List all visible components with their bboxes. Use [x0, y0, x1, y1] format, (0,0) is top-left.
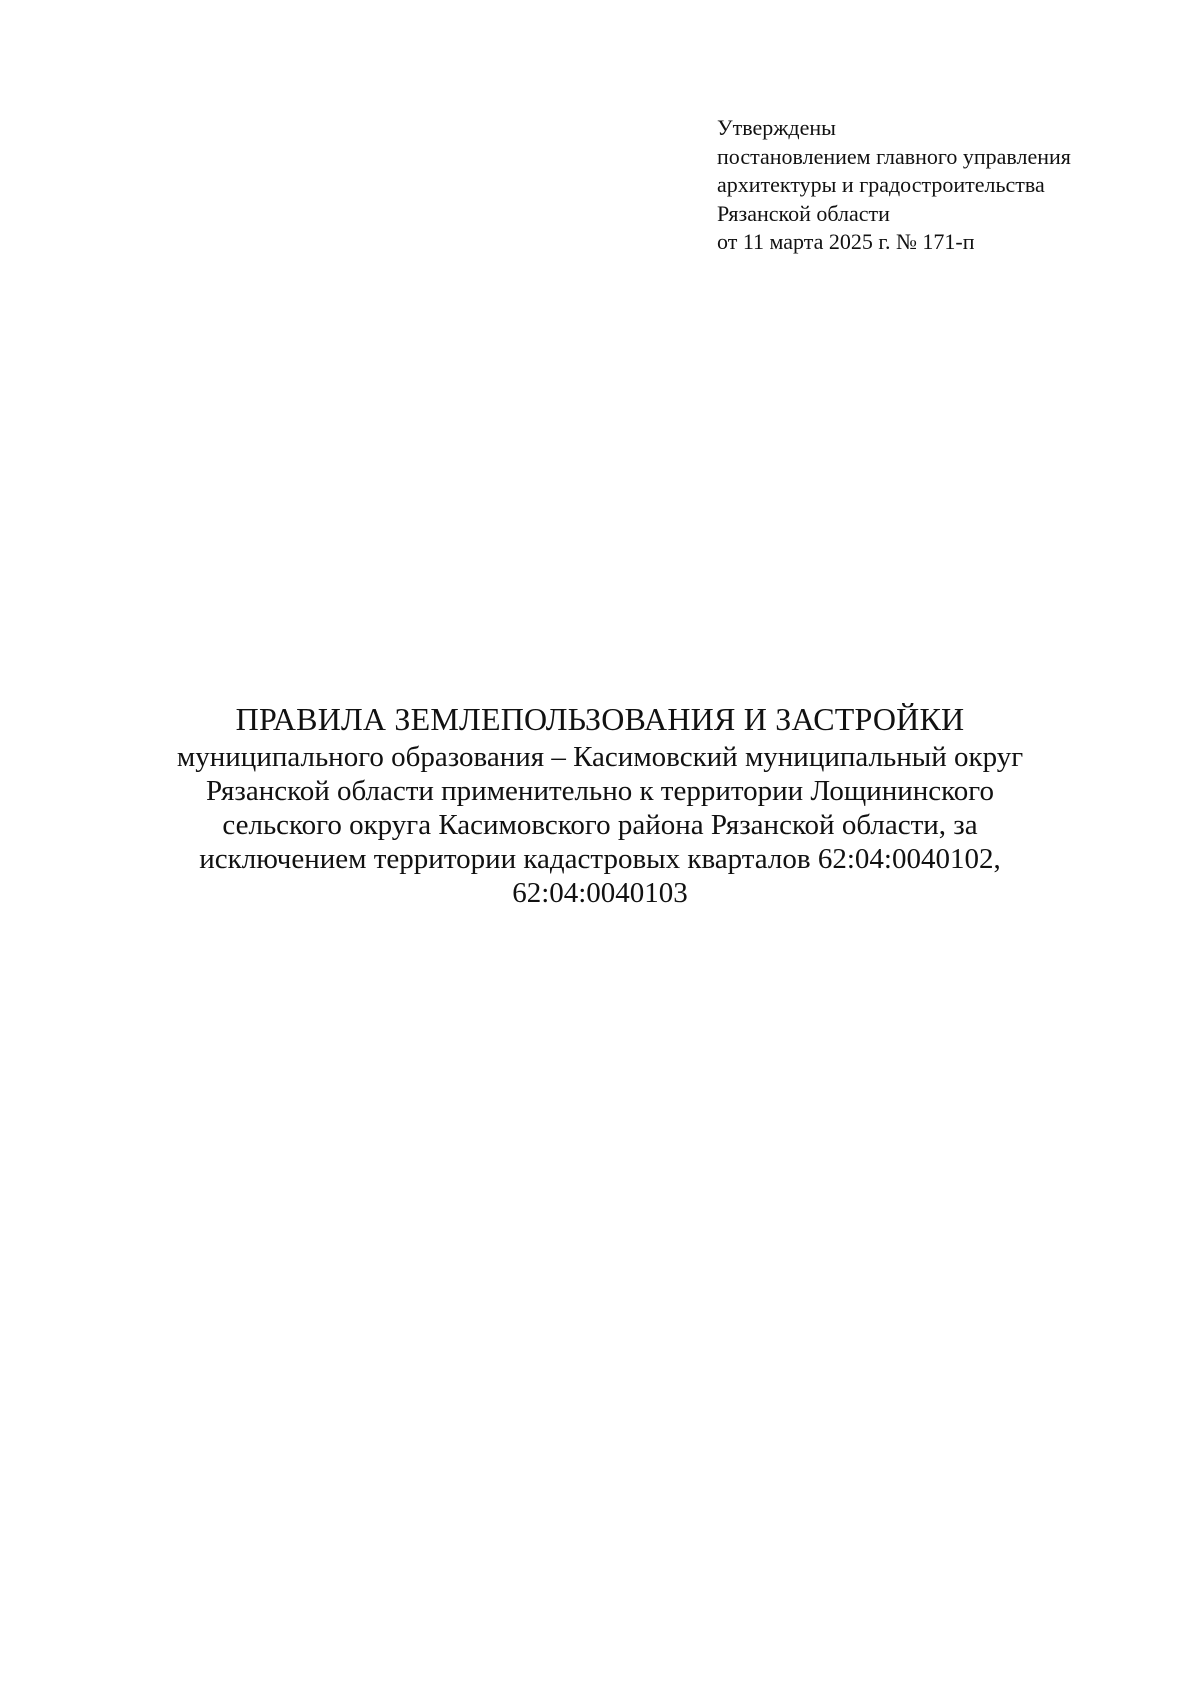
- approval-line: постановлением главного управления: [717, 143, 1071, 169]
- document-subtitle-line: сельского округа Касимовского района Рязанской области, за: [222, 809, 978, 841]
- document-subtitle-line: Рязанской области применительно к территории Лощининского: [206, 775, 994, 807]
- document-subtitle-line: 62:04:0040103: [512, 877, 688, 909]
- document-title: ПРАВИЛА ЗЕМЛЕПОЛЬЗОВАНИЯ И ЗАСТРОЙКИ: [235, 701, 965, 737]
- approval-line: Утверждены: [717, 115, 836, 140]
- document-subtitle-line: муниципального образования – Касимовский муниципальный округ: [176, 741, 1024, 773]
- approval-line: Рязанской области: [717, 200, 890, 226]
- document-title-block: [100, 700, 1100, 910]
- approval-stamp: [717, 114, 1177, 257]
- approval-line: архитектуры и градостроительства: [717, 172, 1045, 197]
- approval-date-number: от 11 марта 2025 г. № 171-п: [717, 229, 975, 254]
- document-subtitle-line: исключением территории кадастровых кварталов 62:04:0040102,: [199, 843, 1001, 875]
